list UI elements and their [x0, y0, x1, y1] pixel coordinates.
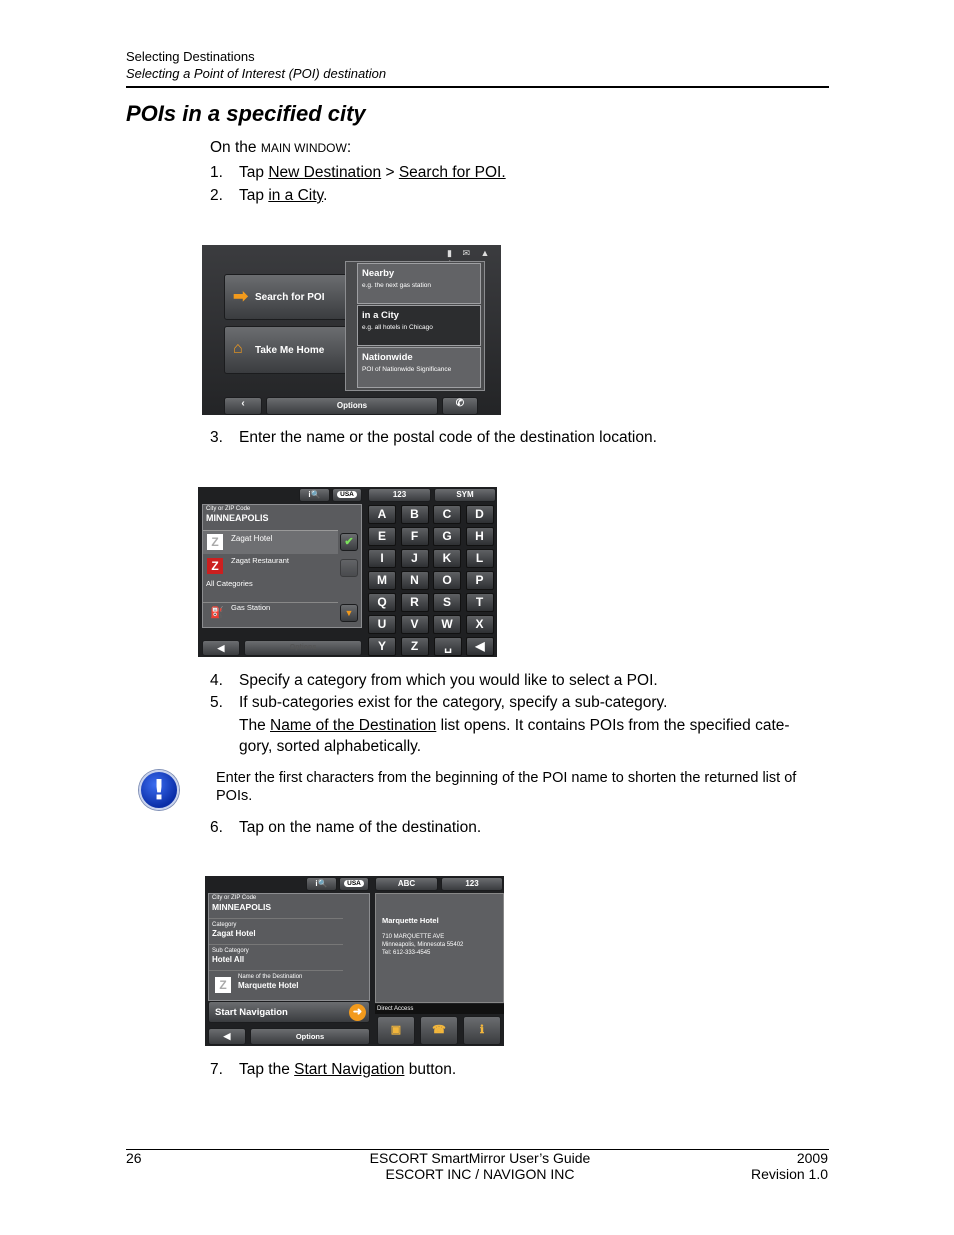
list-divider — [203, 602, 338, 603]
key-h[interactable]: H — [466, 527, 494, 546]
header-section: Selecting Destinations — [126, 49, 255, 64]
search-for-poi-button[interactable] — [224, 274, 352, 320]
key-n[interactable]: N — [401, 571, 429, 590]
start-navigation-button[interactable] — [208, 1001, 370, 1023]
key-d[interactable]: D — [466, 505, 494, 524]
step-2 — [210, 185, 327, 206]
step-text: If sub-categories exist for the category, specify a sub-category. — [239, 694, 668, 711]
step-1 — [210, 162, 506, 183]
step-text: Tap the — [239, 1061, 295, 1078]
step-text: button. — [404, 1061, 457, 1078]
button-label: Take Me Home — [255, 345, 325, 356]
gas-station-icon: ⛽ — [210, 607, 224, 619]
screenshot-search-poi — [202, 245, 501, 415]
step-text: . — [323, 187, 328, 204]
key-v[interactable]: V — [401, 615, 429, 634]
footer-year: 2009 — [796, 1150, 828, 1166]
subcategory-value[interactable]: Hotel All — [212, 955, 245, 964]
options-button[interactable]: Options — [250, 1028, 370, 1045]
detail-address-line1: 710 MARQUETTE AVE — [382, 934, 445, 940]
country-button[interactable] — [339, 877, 369, 891]
list-item-label: Zagat Hotel — [231, 534, 273, 543]
key-u[interactable]: U — [368, 615, 396, 634]
city-value[interactable]: MINNEAPOLIS — [206, 513, 269, 523]
step-3 — [210, 427, 657, 448]
direct-access-button-2[interactable] — [420, 1016, 458, 1045]
step-5-detail — [239, 715, 790, 736]
direct-access-button-3[interactable] — [463, 1016, 501, 1045]
options-button[interactable]: Options — [244, 640, 362, 656]
detail-name: Marquette Hotel — [382, 916, 439, 925]
zagat-icon: Z — [215, 977, 231, 993]
key-a[interactable]: A — [368, 505, 396, 524]
country-button[interactable] — [332, 488, 362, 502]
page-title: POIs in a specified city — [126, 101, 366, 126]
header-subsection: Selecting a Point of Interest (POI) destination — [126, 66, 387, 81]
key-p[interactable]: P — [466, 571, 494, 590]
phone-icon: ☎ — [432, 1024, 446, 1036]
step-number: 5. — [210, 694, 223, 711]
back-button[interactable] — [202, 640, 240, 656]
menu-item-title: Nearby — [362, 268, 395, 279]
footer-revision: Revision 1.0 — [750, 1165, 828, 1182]
step-5 — [210, 692, 667, 713]
detail-telephone: Tel: 612-333-4545 — [382, 950, 431, 956]
city-value[interactable]: MINNEAPOLIS — [212, 902, 272, 912]
backspace-key[interactable] — [466, 637, 494, 656]
backspace-icon: ◀ — [475, 639, 485, 653]
back-icon: ◀ — [217, 643, 225, 653]
footer-center — [310, 1151, 650, 1182]
search-field-button[interactable] — [299, 488, 330, 502]
direct-access-label: Direct Access — [375, 1004, 504, 1014]
key-q[interactable]: Q — [368, 593, 396, 612]
status-icons: ▮ ✉ ▲ — [447, 248, 494, 258]
space-key[interactable] — [434, 637, 462, 656]
phone-icon: ✆ — [455, 398, 465, 409]
take-me-home-button[interactable] — [224, 326, 352, 374]
options-button[interactable]: Options — [266, 397, 438, 415]
screenshot-destination-detail — [205, 876, 504, 1046]
step-text: list opens. It contains POIs from the specified cate- — [436, 717, 790, 734]
info-icon: ℹ — [479, 1024, 485, 1036]
name-of-destination-link[interactable]: Name of the Destination — [270, 717, 437, 734]
key-i[interactable]: I — [368, 549, 396, 568]
detail-address-line2: Minneapolis, Minnesota 55402 — [382, 942, 464, 948]
menu-item-nearby[interactable] — [357, 263, 481, 304]
page-number: 26 — [126, 1150, 142, 1166]
key-l[interactable]: L — [466, 549, 494, 568]
new-destination-link[interactable]: New Destination — [268, 164, 382, 181]
destination-name-label: Name of the Destination — [238, 974, 303, 980]
intro-suffix: : — [346, 139, 352, 156]
step-number: 6. — [210, 819, 223, 836]
menu-item-subtitle: POI of Nationwide Significance — [362, 366, 452, 373]
numeric-keys-button[interactable]: 123 — [441, 877, 503, 891]
chevron-down-icon: ▼ — [344, 608, 354, 618]
usa-flag-icon: USA — [344, 880, 364, 887]
space-icon: ␣ — [444, 639, 452, 653]
symbol-keys-button[interactable]: SYM — [434, 488, 496, 502]
button-label: Start Navigation — [215, 1007, 288, 1018]
zagat-icon: Z — [207, 534, 223, 550]
intro-prefix: On the — [210, 139, 261, 156]
menu-item-nationwide[interactable] — [357, 347, 481, 388]
menu-item-title: Nationwide — [362, 352, 413, 363]
scroll-up-button[interactable] — [340, 559, 358, 577]
key-c[interactable]: C — [433, 505, 461, 524]
screenshot-keyboard — [198, 487, 497, 657]
numeric-keys-button[interactable]: 123 — [368, 488, 431, 502]
menu-item-in-a-city[interactable] — [357, 305, 481, 346]
scroll-down-button[interactable] — [340, 604, 358, 622]
search-icon: i🔍 — [315, 879, 328, 888]
category-label: Category — [212, 922, 237, 928]
back-icon: ◀ — [223, 1031, 231, 1041]
alpha-keys-button[interactable]: ABC — [375, 877, 438, 891]
key-g[interactable]: G — [433, 527, 461, 546]
step-text: Tap on the name of the destination. — [239, 819, 482, 836]
key-e[interactable]: E — [368, 527, 396, 546]
category-value[interactable]: Zagat Hotel — [212, 929, 256, 938]
usa-flag-icon: USA — [337, 491, 357, 498]
running-header — [126, 48, 829, 88]
key-r[interactable]: R — [401, 593, 429, 612]
back-button[interactable] — [224, 397, 262, 415]
city-label: City or ZIP Code — [206, 506, 251, 512]
step-6 — [210, 817, 481, 838]
step-text: The — [239, 717, 271, 734]
key-f[interactable]: F — [401, 527, 429, 546]
key-x[interactable]: X — [466, 615, 494, 634]
confirm-button[interactable] — [340, 533, 358, 551]
step-5-detail-line2: gory, sorted alphabetically. — [239, 738, 422, 755]
key-t[interactable]: T — [466, 593, 494, 612]
step-number: 2. — [210, 187, 223, 204]
search-for-poi-link[interactable]: Search for POI. — [398, 164, 506, 181]
key-j[interactable]: J — [401, 549, 429, 568]
checkmark-icon: ✔ — [344, 536, 354, 548]
arrow-right-icon: ➡ — [233, 286, 249, 306]
row-divider — [209, 970, 343, 971]
key-b[interactable]: B — [401, 505, 429, 524]
destination-name-value[interactable]: Marquette Hotel — [238, 981, 299, 990]
key-k[interactable]: K — [433, 549, 461, 568]
menu-item-subtitle: e.g. the next gas station — [362, 282, 432, 289]
row-divider — [209, 944, 343, 945]
key-z[interactable]: Z — [401, 637, 429, 656]
step-text: Specify a category from which you would like to select a POI. — [239, 672, 658, 689]
list-item-gas-station[interactable]: Gas Station — [231, 603, 271, 612]
arrow-right-icon: ➜ — [349, 1004, 366, 1021]
button-label: Search for POI — [255, 292, 325, 303]
step-text: Enter the name or the postal code of the destination location. — [239, 429, 657, 446]
step-text: > — [381, 164, 399, 181]
key-s[interactable]: S — [433, 593, 461, 612]
step-number: 4. — [210, 672, 223, 689]
menu-item-title: in a City — [362, 310, 399, 321]
folder-icon: ▣ — [390, 1024, 402, 1036]
step-number: 1. — [210, 164, 223, 181]
list-item-zagat-restaurant[interactable]: Zagat Restaurant — [231, 556, 289, 565]
subcategory-label: Sub Category — [212, 948, 249, 954]
step-text: Tap — [239, 164, 269, 181]
step-number: 3. — [210, 429, 223, 446]
search-icon: i🔍 — [308, 490, 321, 499]
info-note-icon: ! — [139, 770, 179, 810]
key-m[interactable]: M — [368, 571, 396, 590]
search-field-button[interactable] — [306, 877, 337, 891]
phone-button[interactable] — [442, 397, 478, 415]
menu-item-subtitle: e.g. all hotels in Chicago — [362, 324, 433, 331]
back-icon: ‹ — [241, 398, 245, 409]
home-icon: ⌂ — [233, 340, 243, 357]
intro-line — [210, 137, 351, 159]
in-a-city-link[interactable]: in a City — [268, 187, 324, 204]
key-w[interactable]: W — [433, 615, 461, 634]
footer-right — [700, 1151, 828, 1182]
note-text: Enter the first characters from the beginning of the POI name to shorten the returned list of POIs. — [216, 770, 797, 804]
step-4 — [210, 670, 658, 691]
step-text: Tap — [239, 187, 269, 204]
footer-guide: ESCORT SmartMirror User’s Guide — [369, 1150, 591, 1166]
main-window-name: MAIN WINDOW — [260, 141, 347, 155]
city-label: City or ZIP Code — [212, 895, 257, 901]
zagat-red-icon: Z — [207, 558, 223, 574]
key-y[interactable]: Y — [368, 637, 396, 656]
destination-detail-panel — [375, 893, 504, 1003]
start-navigation-link[interactable]: Start Navigation — [294, 1061, 405, 1078]
list-item-all-categories[interactable]: All Categories — [206, 579, 253, 588]
back-button[interactable] — [208, 1028, 246, 1045]
key-o[interactable]: O — [433, 571, 461, 590]
row-divider — [209, 918, 343, 919]
step-number: 7. — [210, 1061, 223, 1078]
direct-access-button-1[interactable] — [377, 1016, 415, 1045]
footer-company: ESCORT INC / NAVIGON INC — [385, 1165, 575, 1182]
step-7 — [210, 1059, 456, 1080]
